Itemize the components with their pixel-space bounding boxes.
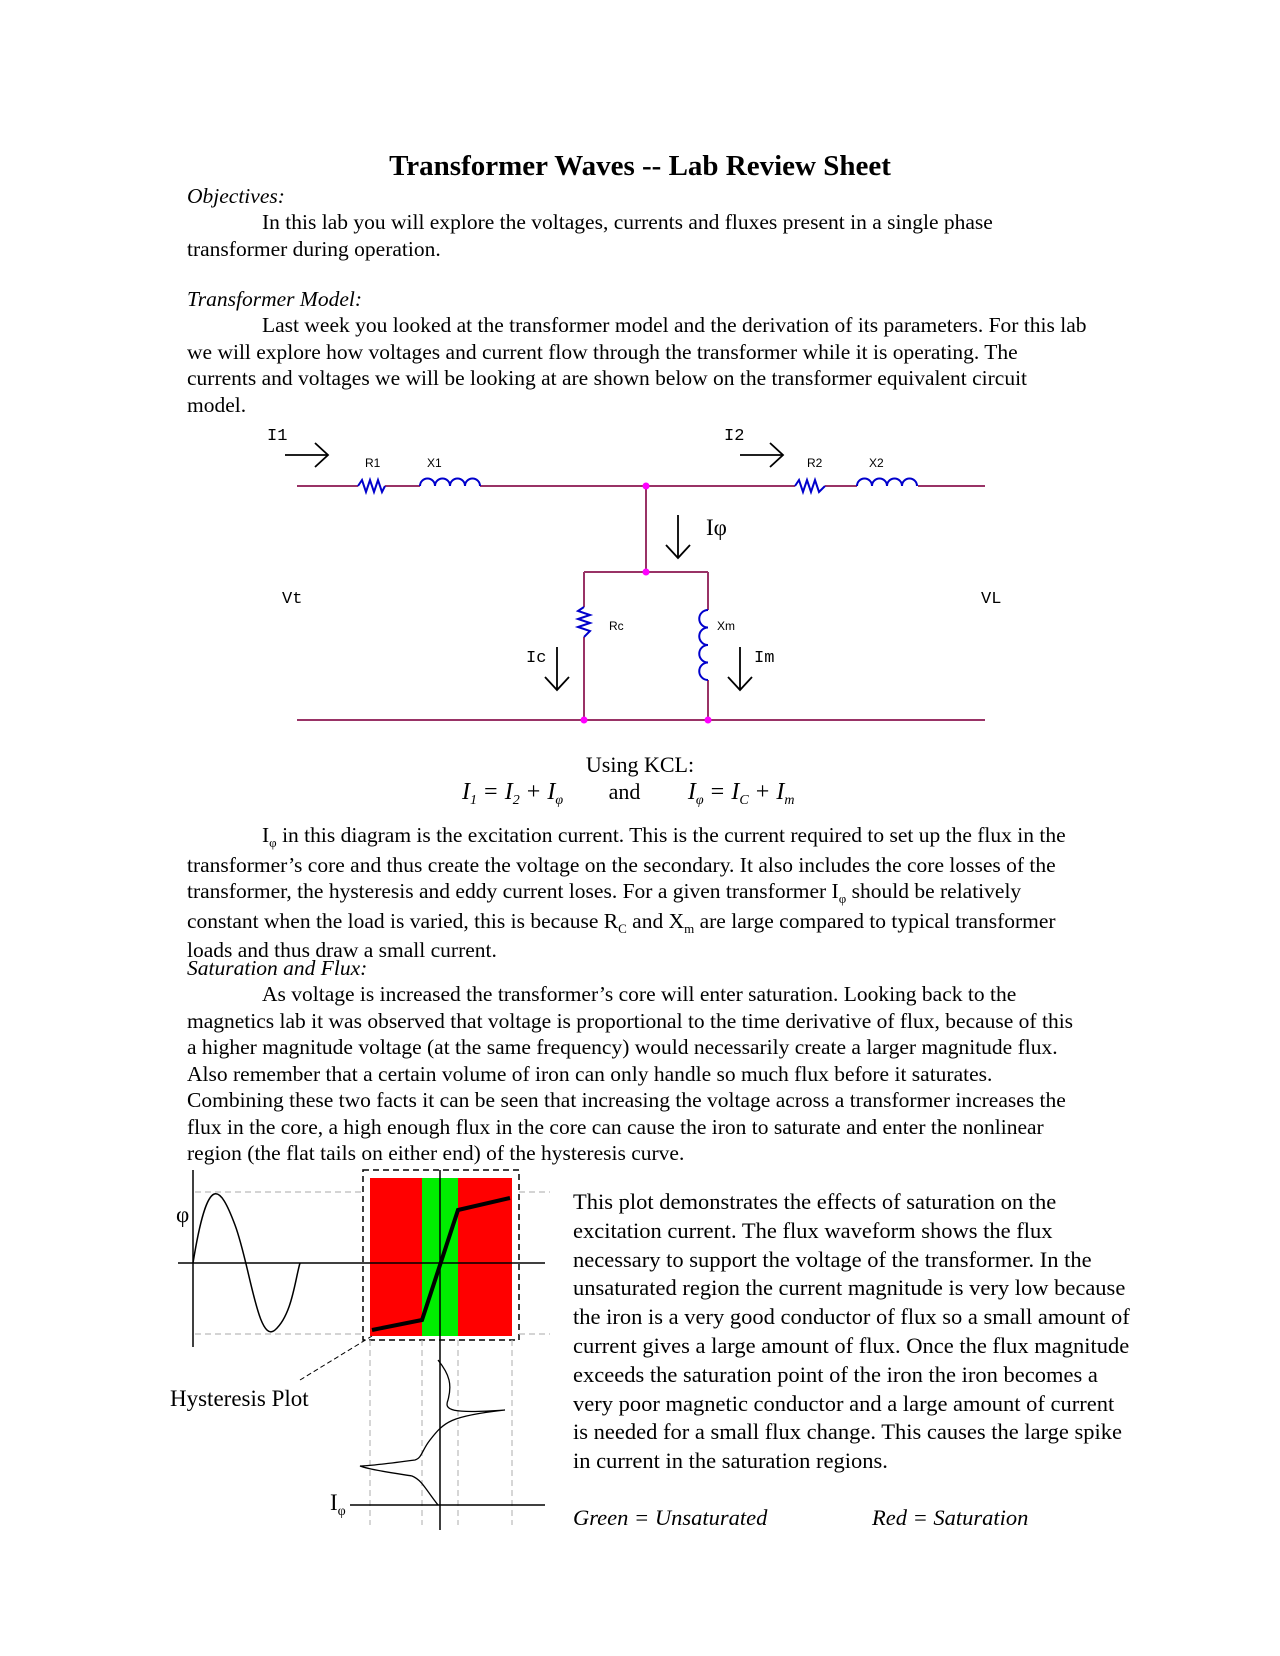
- hysteresis-plot-label: Hysteresis Plot: [170, 1386, 309, 1411]
- rc-label: Rc: [609, 619, 624, 633]
- excitation-paragraph: $I_\varphi$ in this diagram is the excitation current. This is the current required to set up the flux in the transformer’s core and thus create the voltage on the secondary. It also includes the core losses of the transformer, the hysteresis and eddy current loses. For a given transformer $I_\varphi$ should be relatively constant when the load is varied, this is because $R_C$ and $X_m$ are large compared to typical transformer loads and thus draw a small current.: [187, 823, 1066, 962]
- kcl-equations: $I_1 = I_2 + I_\varphi$ and $I_\varphi = I_C + I_m$: [462, 779, 795, 808]
- i2-arrow-icon: [740, 443, 783, 467]
- vl-label: VL: [981, 590, 1002, 609]
- ic-label: Ic: [526, 649, 547, 668]
- page-title: Transformer Waves -- Lab Review Sheet: [389, 150, 891, 182]
- i1-label: I1: [267, 427, 288, 446]
- saturation-region-right: [458, 1178, 512, 1336]
- plot-description: This plot demonstrates the effects of saturation on the excitation current. The flux waveform shows the flux necessary to support the voltage of the transformer. In the unsaturated region the current magnitude is very low because the iron is a very good conductor of flux so a small amount of current gives a large amount of flux. Once the flux magnitude exceeds the saturation point of the iron the iron becomes a very poor magnetic conductor and a large amount of current is needed for a small flux change. This causes the large spike in current in the saturation regions.: [573, 1189, 1130, 1474]
- x2-label: X2: [869, 456, 884, 470]
- eq1-lhs: I: [462, 779, 470, 805]
- excitation-current-waveform: [360, 1360, 505, 1505]
- r1-resistor-symbol: [358, 480, 385, 492]
- objectives-body: In this lab you will explore the voltages, currents and fluxes present in a single phase transformer during operation.: [187, 210, 993, 261]
- rc-resistor-symbol: [578, 607, 590, 637]
- im-arrow-icon: [728, 647, 752, 690]
- phi-axis-label: φ: [176, 1202, 190, 1227]
- i2-label: I2: [724, 427, 745, 446]
- x1-inductor-symbol: [420, 479, 480, 486]
- legend-green: Green = Unsaturated: [573, 1505, 768, 1530]
- xm-label: Xm: [717, 619, 735, 633]
- i1-arrow-icon: [285, 443, 328, 467]
- iphi-arrow-icon: [666, 515, 690, 558]
- r1-label: R1: [365, 456, 381, 470]
- ic-arrow-icon: [545, 647, 569, 690]
- saturation-region-left: [370, 1178, 422, 1336]
- equivalent-circuit-diagram: [0, 0, 1280, 760]
- objectives-heading: Objectives:: [187, 184, 285, 208]
- current-axis-label: $I_\varphi$: [330, 1490, 346, 1519]
- kcl-and: and: [608, 779, 641, 804]
- vt-label: Vt: [282, 590, 303, 609]
- im-label: Im: [754, 649, 775, 668]
- model-heading: Transformer Model:: [187, 287, 362, 311]
- r2-label: R2: [807, 456, 823, 470]
- saturation-body: As voltage is increased the transformer’s core will enter saturation. Looking back to the magnetics lab it was observed that voltage is proportional to the time derivative of flux, because of this a higher magnitude voltage (at the same frequency) would necessarily create a larger magnitude flux. Also remember that a certain volume of iron can only handle so much flux before it saturates. Combining these two facts it can be seen that increasing the voltage across a transformer increases the flux in the core, a high enough flux in the core can cause the iron to saturate and enter the nonlinear region (the flat tails on either end) of the hysteresis curve.: [187, 982, 1074, 1165]
- xm-inductor-symbol: [699, 610, 708, 680]
- saturation-heading: Saturation and Flux:: [187, 956, 368, 980]
- legend-red: Red = Saturation: [872, 1505, 1029, 1530]
- kcl-label: Using KCL:: [585, 752, 695, 777]
- iphi-label: Iφ: [706, 515, 727, 540]
- r2-resistor-symbol: [795, 480, 825, 492]
- x2-inductor-symbol: [857, 479, 917, 486]
- saturation-plot: [160, 1160, 560, 1540]
- model-body: Last week you looked at the transformer model and the derivation of its parameters. For this lab we will explore how voltages and current flow through the transformer while it is operating. The currents and voltages we will be looking at are shown below on the transformer equivalent circuit model.: [187, 313, 1087, 417]
- x1-label: X1: [427, 456, 442, 470]
